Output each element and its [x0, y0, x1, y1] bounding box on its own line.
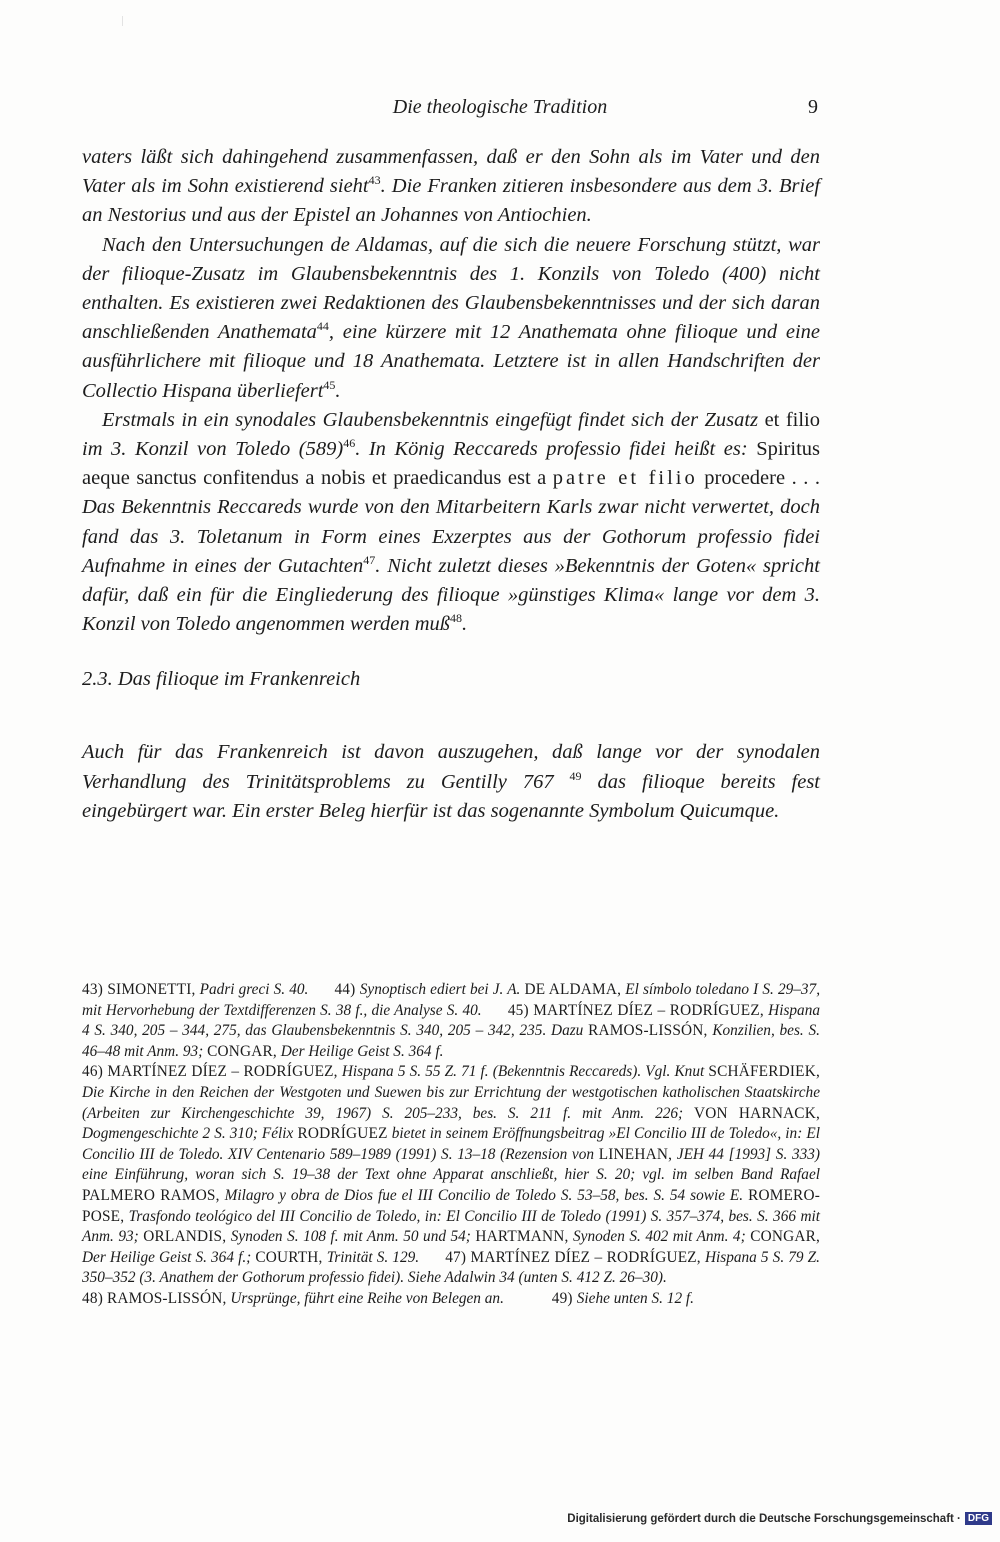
text-run: Auch für das Frankenreich ist davon auszugehen, daß lange vor der synodalen Verhandlung des Trinitätsproblems zu Gentilly 767 [82, 741, 820, 793]
text-run: . [462, 613, 468, 636]
paragraph-3 [82, 406, 820, 640]
author-name: DE ALDAMA, [524, 981, 622, 998]
footnote-text: Siehe unten S. 12 f. [576, 1289, 695, 1307]
footnote-text: Ursprünge, führt eine Reihe von Belegen an. [226, 1289, 504, 1307]
footnote-text: bietet in seinem Eröffnungsbeitrag »El Concilio III de Toledo«, in: El Concilio III de Toledo. XIV Centenario 589–1989 (1991) S. 13–18 (Rezension von [82, 1125, 820, 1163]
text-run: im 3. Konzil von Toledo (589) [82, 438, 344, 461]
author-name: ROMERO-POSE, [82, 1186, 821, 1225]
author-name: LINEHAN, [598, 1145, 673, 1163]
footnote-number: 47) [445, 1248, 471, 1266]
text-run: Das Bekenntnis Reccareds wurde von den Mitarbeitern Karls zwar nicht verwertet, doch fand das 3. Toletanum in Form eines Exzerptes aus der Gothorum professio fidei Aufnahme in eines der Gutachten [82, 496, 820, 577]
footnote-text: Dogmengeschichte 2 S. 310; Félix [82, 1125, 298, 1143]
author-name: RODRÍGUEZ [297, 1125, 388, 1143]
text-run: . In König Reccareds professio fidei heißt es: [355, 438, 757, 461]
body-text [82, 143, 820, 639]
latin-quote: procedere . . . [697, 467, 820, 490]
author-name: HARTMANN, [475, 1228, 569, 1246]
author-name: CONGAR, [207, 1042, 277, 1060]
footnote-46 [82, 1063, 820, 1265]
footnote-text: Milagro y obra de Dios fue el III Concilio de Toledo S. 53–58, bes. S. 54 sowie E. [219, 1186, 749, 1204]
footnote-text: Synoden S. 402 mit Anm. 4; [568, 1228, 751, 1246]
latin-quote-spaced: patre et filio [552, 467, 698, 490]
latin-quote: Spiritus aeque sanctus confitendus a nobis et praedicandus est a [82, 438, 820, 490]
footnote-text: Die Kirche in den Reichen der Westgoten und Suewen bis zur Errichtung der westgotischen katholischen Staatskirche (Arbeiten zur Kirchengeschichte 39, 1967) S. 205–233, bes. S. 211 f. mit Anm. 226; [82, 1083, 820, 1122]
footnote-text: El símbolo toledano I S. 29–37, mit Hervorhebung der Textdifferenzen S. 38 f., die Analyse S. 40. [82, 981, 821, 1019]
author-name: PALMERO RAMOS, [82, 1186, 220, 1204]
footnote-43 [82, 981, 308, 998]
footnote-ref-49[interactable]: 49 [569, 768, 582, 783]
footnote-text: JEH 44 [1993] S. 333) eine Einführung, woran sich S. 19–38 der Text ohne Apparat anschließt, hier S. 20; vgl. im selben Band Rafael [82, 1145, 820, 1184]
author-name: RAMOS-LISSÓN, [588, 1022, 708, 1040]
footnote-number: 46) [82, 1063, 108, 1081]
footnotes [82, 980, 820, 1310]
footnote-block [82, 980, 820, 1310]
section-heading: 2.3. Das filioque im Frankenreich [82, 668, 361, 690]
digitization-footer [567, 1512, 992, 1525]
footnote-text: Trasfondo teológico del III Concilio de Toledo, in: El Concilio III de Toledo (1991) S. 357–374, bes. S. 366 mit Anm. 93; [82, 1207, 820, 1246]
footnote-ref-46[interactable]: 46 [343, 436, 356, 451]
latin-quote: et filio [764, 408, 820, 431]
footnote-ref-43[interactable]: 43 [368, 173, 381, 188]
footnote-49 [552, 1290, 694, 1307]
text-run: . Nicht zuletzt dieses »Bekenntnis der Goten« spricht dafür, daß ein für die Eingliederung des filioque »günstiges Klima« lange vor dem 3. Konzil von Toledo angenommen werden muß [82, 554, 820, 636]
footnote-ref-44[interactable]: 44 [316, 319, 329, 334]
footnote-text: Der Heilige Geist S. 364 f. [276, 1042, 444, 1060]
author-name: COURTH, [255, 1248, 323, 1266]
text-run: , eine kürzere mit 12 Anathemata ohne filioque und eine ausführlichere mit filioque und 18 Anathemata. Letztere ist in allen Handschriften der Collectio Hispana überliefert [82, 321, 820, 402]
author-name: RAMOS-LISSÓN, [107, 1289, 227, 1307]
paragraph-1 [82, 143, 820, 231]
text-run: Nach den Untersuchungen de Aldamas, auf die sich die neuere Forschung stützt, war der filioque-Zusatz im Glaubensbekenntnis des 1. Konzils von Toledo (400) nicht enthalten. Es existieren zwei Redaktionen des Glaubensbekenntnisses und der sich daran anschließenden Anathemata [82, 233, 820, 344]
page-number: 9 [808, 96, 818, 118]
footnote-text: Hispana 5 S. 79 Z. 350–352 (3. Anathem der Gothorum professio fidei). Siehe Adalwin 34 (unten S. 412 Z. 26–30). [82, 1248, 821, 1287]
author-name: MARTÍNEZ DÍEZ – RODRÍGUEZ, [107, 1063, 338, 1081]
author-name: ORLANDIS, [143, 1228, 227, 1246]
text-run: . [335, 379, 341, 402]
footnote-text: Trinität S. 129. [322, 1248, 420, 1266]
footnote-number: 49) [551, 1289, 577, 1307]
footnote-number: 44) [334, 981, 360, 998]
footnote-text: Hispana 4 S. 340, 205 – 344, 275, das Glaubensbekenntnis S. 340, 205 – 342, 235. Dazu [82, 1001, 820, 1040]
footnote-text: Synoptisch ediert bei J. A. [359, 981, 525, 998]
paragraph-2 [82, 231, 820, 406]
author-name: SIMONETTI, [107, 981, 196, 998]
author-name: MARTÍNEZ DÍEZ – RODRÍGUEZ, [470, 1248, 701, 1266]
footnote-number: 48) [82, 1289, 108, 1307]
author-name: SCHÄFERDIEK, [708, 1063, 820, 1081]
footnote-number: 45) [507, 1001, 534, 1019]
footnote-text: Hispana 5 S. 55 Z. 71 f. (Bekenntnis Reccareds). Vgl. Knut [337, 1063, 709, 1081]
text-run: . Die Franken zitieren insbesondere aus dem 3. Brief an Nestorius und aus der Epistel an Johannes von Antiochien. [82, 175, 821, 227]
text-run: vaters läßt sich dahingehend zusammenfassen, daß er den Sohn als im Vater und den Vater als im Sohn existierend sieht [82, 146, 820, 198]
author-name: CONGAR, [750, 1228, 821, 1246]
author-name: MARTÍNEZ DÍEZ – RODRÍGUEZ, [533, 1001, 764, 1019]
footnote-ref-47[interactable]: 47 [363, 552, 376, 567]
scan-corner-mark [122, 16, 123, 26]
running-title: Die theologische Tradition [392, 96, 608, 118]
section-paragraph [82, 738, 820, 827]
footnote-number: 43) [82, 981, 108, 998]
footnote-ref-45[interactable]: 45 [323, 377, 336, 392]
footnote-text: Padri greci S. 40. [195, 981, 309, 998]
footnote-ref-48[interactable]: 48 [450, 611, 463, 626]
footnote-text: Der Heilige Geist S. 364 f.; [82, 1248, 256, 1266]
text-run: Erstmals in ein synodales Glaubensbekenntnis eingefügt findet sich der Zusatz [102, 408, 765, 431]
footnote-48 [82, 1290, 504, 1307]
dfg-logo-icon: DFG [965, 1512, 992, 1525]
section-text [82, 738, 820, 827]
footnote-text: Konzilien, bes. S. 46–48 mit Anm. 93; [82, 1022, 820, 1060]
digitization-credit: Digitalisierung gefördert durch die Deutsche Forschungsgemeinschaft · [567, 1512, 961, 1525]
author-name: VON HARNACK, [694, 1104, 820, 1122]
footnote-text: Synoden S. 108 f. mit Anm. 50 und 54; [226, 1228, 476, 1246]
text-run: das filioque bereits fest eingebürgert war. Ein erster Beleg hierfür ist das sogenannte Symbolum Quicumque. [82, 770, 820, 822]
